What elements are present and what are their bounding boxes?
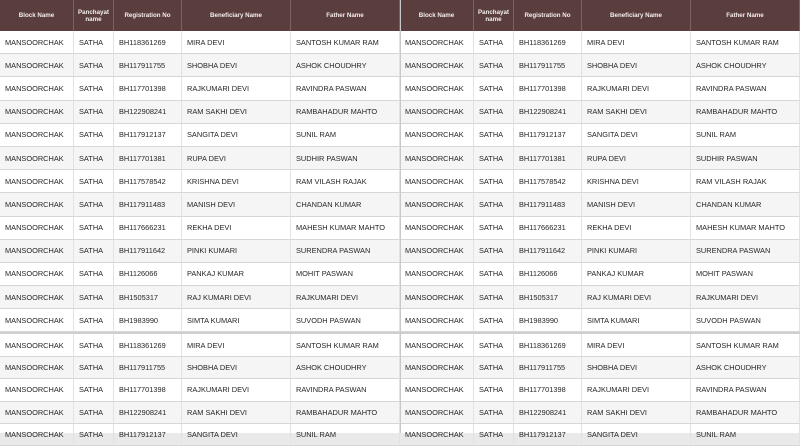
cell-registration-no: BH118361269	[114, 334, 182, 356]
cell-panchayat-name: SATHA	[74, 240, 114, 263]
cell-panchayat-name: SATHA	[74, 402, 114, 424]
cell-registration-no: BH117701381	[514, 147, 582, 170]
cell-father-name: CHANDAN KUMAR	[291, 193, 400, 216]
cell-panchayat-name: SATHA	[474, 147, 514, 170]
cell-registration-no: BH117701381	[114, 147, 182, 170]
cell-block-name: MANSOORCHAK	[400, 379, 474, 401]
cell-beneficiary-name: RAJKUMARI DEVI	[182, 77, 291, 100]
header-block-name: Block Name	[0, 0, 74, 31]
cell-panchayat-name: SATHA	[474, 217, 514, 240]
cell-registration-no: BH1505317	[114, 286, 182, 309]
cell-father-name: MAHESH KUMAR MAHTO	[291, 217, 400, 240]
cell-panchayat-name: SATHA	[474, 193, 514, 216]
cell-panchayat-name: SATHA	[474, 54, 514, 77]
cell-beneficiary-name: SHOBHA DEVI	[182, 357, 291, 379]
cell-beneficiary-name: PINKI KUMARI	[182, 240, 291, 263]
cell-beneficiary-name: PANKAJ KUMAR	[182, 263, 291, 286]
cell-block-name: MANSOORCHAK	[0, 54, 74, 77]
cell-father-name: RAVINDRA PASWAN	[291, 379, 400, 401]
cell-father-name: SANTOSH KUMAR RAM	[291, 334, 400, 356]
cell-father-name: SANTOSH KUMAR RAM	[291, 31, 400, 54]
cell-registration-no: BH117912137	[514, 124, 582, 147]
cell-beneficiary-name: KRISHNA DEVI	[582, 170, 691, 193]
cell-panchayat-name: SATHA	[474, 124, 514, 147]
header-beneficiary-name: Beneficiary Name	[182, 0, 291, 31]
cell-registration-no: BH117912137	[514, 424, 582, 446]
cell-panchayat-name: SATHA	[474, 101, 514, 124]
cell-panchayat-name: SATHA	[74, 77, 114, 100]
cell-father-name: MOHIT PASWAN	[291, 263, 400, 286]
cell-block-name: MANSOORCHAK	[0, 217, 74, 240]
cell-father-name: RAMBAHADUR MAHTO	[691, 402, 800, 424]
header-panchayat-name: Panchayat name	[74, 0, 114, 31]
cell-beneficiary-name: SIMTA KUMARI	[582, 309, 691, 332]
cell-registration-no: BH117701398	[114, 77, 182, 100]
cell-father-name: SUDHIR PASWAN	[291, 147, 400, 170]
cell-panchayat-name: SATHA	[474, 334, 514, 356]
cell-beneficiary-name: RAJ KUMARI DEVI	[182, 286, 291, 309]
cell-panchayat-name: SATHA	[474, 31, 514, 54]
cell-registration-no: BH117701398	[114, 379, 182, 401]
cell-father-name: RAJKUMARI DEVI	[691, 286, 800, 309]
cell-registration-no: BH117912137	[114, 424, 182, 446]
cell-panchayat-name: SATHA	[74, 193, 114, 216]
cell-registration-no: BH122908241	[514, 402, 582, 424]
header-father-name-2: Father Name	[691, 0, 800, 31]
cell-block-name: MANSOORCHAK	[400, 286, 474, 309]
cell-beneficiary-name: SANGITA DEVI	[582, 424, 691, 446]
cell-panchayat-name: SATHA	[74, 263, 114, 286]
header-registration-no: Registration No	[114, 0, 182, 31]
cell-registration-no: BH1983990	[114, 309, 182, 332]
cell-father-name: RAMBAHADUR MAHTO	[291, 402, 400, 424]
cell-panchayat-name: SATHA	[474, 77, 514, 100]
cell-registration-no: BH117701398	[514, 77, 582, 100]
cell-panchayat-name: SATHA	[74, 379, 114, 401]
cell-registration-no: BH1126066	[114, 263, 182, 286]
cell-block-name: MANSOORCHAK	[400, 334, 474, 356]
cell-beneficiary-name: RAJ KUMARI DEVI	[582, 286, 691, 309]
cell-block-name: MANSOORCHAK	[400, 77, 474, 100]
cell-block-name: MANSOORCHAK	[400, 147, 474, 170]
cell-block-name: MANSOORCHAK	[0, 240, 74, 263]
cell-beneficiary-name: SIMTA KUMARI	[182, 309, 291, 332]
cell-panchayat-name: SATHA	[74, 334, 114, 356]
cell-block-name: MANSOORCHAK	[0, 334, 74, 356]
cell-father-name: SANTOSH KUMAR RAM	[691, 334, 800, 356]
cell-registration-no: BH122908241	[514, 101, 582, 124]
cell-block-name: MANSOORCHAK	[400, 124, 474, 147]
cell-panchayat-name: SATHA	[74, 217, 114, 240]
cell-block-name: MANSOORCHAK	[400, 240, 474, 263]
cell-panchayat-name: SATHA	[74, 309, 114, 332]
cell-beneficiary-name: SANGITA DEVI	[582, 124, 691, 147]
cell-registration-no: BH117911755	[114, 357, 182, 379]
cell-beneficiary-name: MANISH DEVI	[582, 193, 691, 216]
cell-father-name: RAJKUMARI DEVI	[291, 286, 400, 309]
cell-panchayat-name: SATHA	[474, 357, 514, 379]
cell-registration-no: BH117912137	[114, 124, 182, 147]
cell-block-name: MANSOORCHAK	[0, 263, 74, 286]
cell-block-name: MANSOORCHAK	[0, 101, 74, 124]
cell-panchayat-name: SATHA	[74, 101, 114, 124]
cell-father-name: ASHOK CHOUDHRY	[691, 357, 800, 379]
cell-panchayat-name: SATHA	[474, 309, 514, 332]
cell-father-name: RAVINDRA PASWAN	[691, 379, 800, 401]
cell-registration-no: BH1126066	[514, 263, 582, 286]
cell-father-name: ASHOK CHOUDHRY	[291, 54, 400, 77]
cell-beneficiary-name: MIRA DEVI	[182, 334, 291, 356]
cell-block-name: MANSOORCHAK	[400, 263, 474, 286]
cell-panchayat-name: SATHA	[74, 124, 114, 147]
cell-father-name: SUNIL RAM	[691, 424, 800, 446]
cell-beneficiary-name: SHOBHA DEVI	[182, 54, 291, 77]
cell-panchayat-name: SATHA	[474, 286, 514, 309]
cell-father-name: RAM VILASH RAJAK	[691, 170, 800, 193]
cell-father-name: MOHIT PASWAN	[691, 263, 800, 286]
cell-registration-no: BH117911642	[114, 240, 182, 263]
cell-block-name: MANSOORCHAK	[0, 147, 74, 170]
cell-beneficiary-name: SHOBHA DEVI	[582, 357, 691, 379]
cell-father-name: MAHESH KUMAR MAHTO	[691, 217, 800, 240]
header-registration-no-2: Registration No	[514, 0, 582, 31]
cell-panchayat-name: SATHA	[74, 357, 114, 379]
cell-beneficiary-name: RAJKUMARI DEVI	[582, 77, 691, 100]
cell-panchayat-name: SATHA	[74, 54, 114, 77]
cell-beneficiary-name: MIRA DEVI	[582, 334, 691, 356]
cell-father-name: RAMBAHADUR MAHTO	[691, 101, 800, 124]
cell-father-name: SUVODH PASWAN	[691, 309, 800, 332]
header-block-name-2: Block Name	[400, 0, 474, 31]
cell-block-name: MANSOORCHAK	[400, 217, 474, 240]
cell-panchayat-name: SATHA	[474, 379, 514, 401]
header-father-name: Father Name	[291, 0, 400, 31]
cell-father-name: RAMBAHADUR MAHTO	[291, 101, 400, 124]
cell-beneficiary-name: PINKI KUMARI	[582, 240, 691, 263]
cell-registration-no: BH117578542	[514, 170, 582, 193]
cell-registration-no: BH118361269	[514, 31, 582, 54]
cell-registration-no: BH117578542	[114, 170, 182, 193]
cell-panchayat-name: SATHA	[74, 170, 114, 193]
cell-registration-no: BH118361269	[514, 334, 582, 356]
cell-block-name: MANSOORCHAK	[0, 193, 74, 216]
cell-panchayat-name: SATHA	[74, 31, 114, 54]
column-divider	[400, 0, 401, 433]
cell-father-name: SURENDRA PASWAN	[291, 240, 400, 263]
cell-block-name: MANSOORCHAK	[400, 309, 474, 332]
cell-panchayat-name: SATHA	[474, 424, 514, 446]
cell-block-name: MANSOORCHAK	[0, 31, 74, 54]
cell-registration-no: BH117666231	[114, 217, 182, 240]
cell-registration-no: BH1983990	[514, 309, 582, 332]
cell-registration-no: BH117911483	[114, 193, 182, 216]
cell-block-name: MANSOORCHAK	[0, 286, 74, 309]
cell-block-name: MANSOORCHAK	[400, 101, 474, 124]
cell-panchayat-name: SATHA	[474, 170, 514, 193]
cell-registration-no: BH118361269	[114, 31, 182, 54]
cell-block-name: MANSOORCHAK	[0, 357, 74, 379]
cell-registration-no: BH117701398	[514, 379, 582, 401]
cell-registration-no: BH117911483	[514, 193, 582, 216]
cell-block-name: MANSOORCHAK	[0, 309, 74, 332]
cell-registration-no: BH117911755	[114, 54, 182, 77]
cell-beneficiary-name: RUPA DEVI	[182, 147, 291, 170]
cell-panchayat-name: SATHA	[474, 263, 514, 286]
cell-father-name: SUVODH PASWAN	[291, 309, 400, 332]
cell-beneficiary-name: RAJKUMARI DEVI	[582, 379, 691, 401]
cell-panchayat-name: SATHA	[474, 402, 514, 424]
cell-block-name: MANSOORCHAK	[0, 424, 74, 446]
cell-beneficiary-name: RUPA DEVI	[582, 147, 691, 170]
cell-block-name: MANSOORCHAK	[400, 424, 474, 446]
cell-beneficiary-name: MANISH DEVI	[182, 193, 291, 216]
cell-block-name: MANSOORCHAK	[400, 54, 474, 77]
cell-beneficiary-name: RAM SAKHI DEVI	[182, 402, 291, 424]
cell-registration-no: BH117911642	[514, 240, 582, 263]
cell-beneficiary-name: SANGITA DEVI	[182, 124, 291, 147]
cell-panchayat-name: SATHA	[74, 286, 114, 309]
cell-beneficiary-name: REKHA DEVI	[582, 217, 691, 240]
cell-beneficiary-name: RAM SAKHI DEVI	[582, 101, 691, 124]
cell-block-name: MANSOORCHAK	[0, 170, 74, 193]
cell-beneficiary-name: RAM SAKHI DEVI	[582, 402, 691, 424]
cell-beneficiary-name: MIRA DEVI	[182, 31, 291, 54]
cell-father-name: SUDHIR PASWAN	[691, 147, 800, 170]
cell-registration-no: BH117911755	[514, 357, 582, 379]
cell-panchayat-name: SATHA	[74, 424, 114, 446]
cell-block-name: MANSOORCHAK	[400, 193, 474, 216]
cell-block-name: MANSOORCHAK	[400, 170, 474, 193]
cell-registration-no: BH117911755	[514, 54, 582, 77]
cell-father-name: ASHOK CHOUDHRY	[291, 357, 400, 379]
cell-father-name: RAM VILASH RAJAK	[291, 170, 400, 193]
cell-father-name: RAVINDRA PASWAN	[291, 77, 400, 100]
cell-father-name: SURENDRA PASWAN	[691, 240, 800, 263]
cell-father-name: SUNIL RAM	[691, 124, 800, 147]
cell-beneficiary-name: RAJKUMARI DEVI	[182, 379, 291, 401]
cell-block-name: MANSOORCHAK	[400, 31, 474, 54]
cell-beneficiary-name: MIRA DEVI	[582, 31, 691, 54]
cell-beneficiary-name: KRISHNA DEVI	[182, 170, 291, 193]
cell-father-name: ASHOK CHOUDHRY	[691, 54, 800, 77]
cell-block-name: MANSOORCHAK	[400, 357, 474, 379]
cell-panchayat-name: SATHA	[74, 147, 114, 170]
cell-beneficiary-name: SHOBHA DEVI	[582, 54, 691, 77]
cell-beneficiary-name: RAM SAKHI DEVI	[182, 101, 291, 124]
cell-block-name: MANSOORCHAK	[400, 402, 474, 424]
cell-beneficiary-name: PANKAJ KUMAR	[582, 263, 691, 286]
cell-block-name: MANSOORCHAK	[0, 124, 74, 147]
cell-father-name: CHANDAN KUMAR	[691, 193, 800, 216]
cell-father-name: SUNIL RAM	[291, 424, 400, 446]
cell-registration-no: BH1505317	[514, 286, 582, 309]
cell-registration-no: BH122908241	[114, 101, 182, 124]
cell-block-name: MANSOORCHAK	[0, 379, 74, 401]
cell-beneficiary-name: SANGITA DEVI	[182, 424, 291, 446]
cell-father-name: SUNIL RAM	[291, 124, 400, 147]
cell-registration-no: BH117666231	[514, 217, 582, 240]
cell-beneficiary-name: REKHA DEVI	[182, 217, 291, 240]
cell-father-name: RAVINDRA PASWAN	[691, 77, 800, 100]
cell-father-name: SANTOSH KUMAR RAM	[691, 31, 800, 54]
cell-block-name: MANSOORCHAK	[0, 77, 74, 100]
header-beneficiary-name-2: Beneficiary Name	[582, 0, 691, 31]
cell-block-name: MANSOORCHAK	[0, 402, 74, 424]
cell-panchayat-name: SATHA	[474, 240, 514, 263]
header-panchayat-name-2: Panchayat name	[474, 0, 514, 31]
cell-registration-no: BH122908241	[114, 402, 182, 424]
